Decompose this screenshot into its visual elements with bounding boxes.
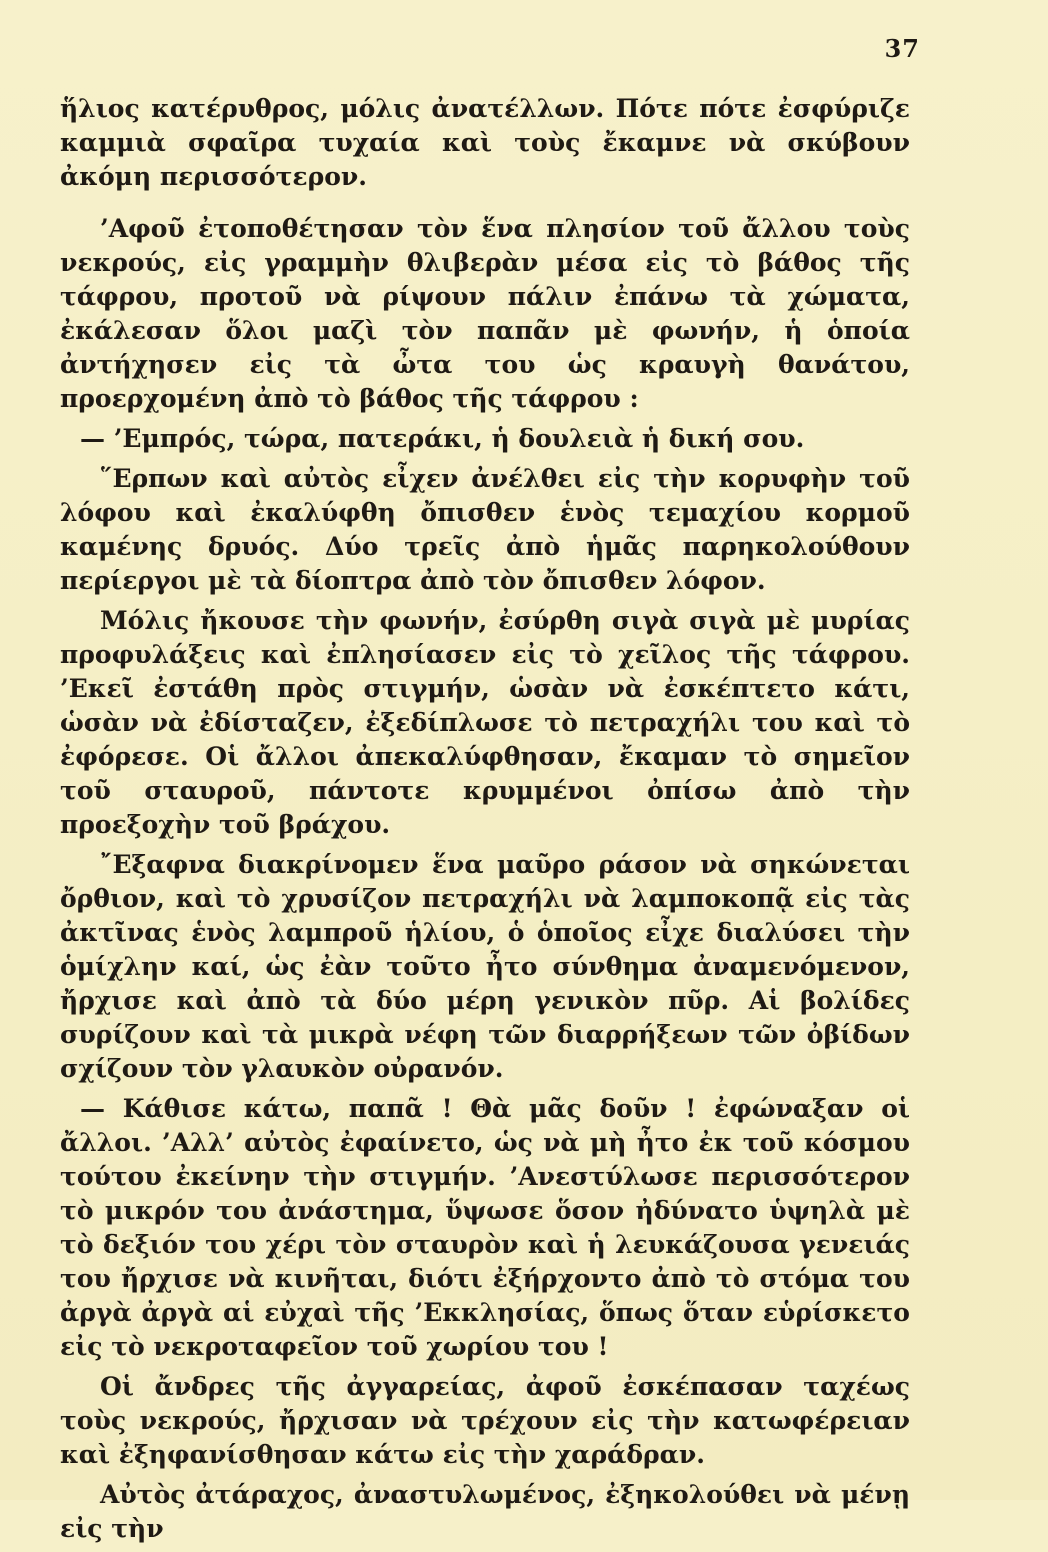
page-number: 37 — [884, 34, 920, 63]
paragraph-spacer — [60, 200, 910, 212]
paragraph-7: — Κάθισε κάτω, παπᾶ ! Θὰ μᾶς δοῦν ! ἐφώναξαν οἱ ἄλλοι. ’Αλλ’ αὐτὸς ἐφαίνετο, ὡς νὰ μὴ ἦτο ἐκ τοῦ κόσμου τούτου ἐκείνην τὴν στιγμήν. ’Ανεστύλωσε περισσότερον τὸ μικρόν του ἀνάστημα, ὕψωσε ὅσον ἠδύνατο ὑψηλὰ μὲ τὸ δεξιόν του χέρι τὸν σταυρὸν καὶ ἡ λευκάζουσα γενειάς του ἤρχισε νὰ κινῆται, διότι ἐξήρχοντο ἀπὸ τὸ στόμα του ἀργὰ ἀργὰ αἱ εὐχαὶ τῆς ’Εκκλησίας, ὅπως ὅταν εὑρίσκετο εἰς τὸ νεκροταφεῖον τοῦ χωρίου του ! — [60, 1094, 910, 1361]
paragraph-5: Μόλις ἤκουσε τὴν φωνήν, ἐσύρθη σιγὰ σιγὰ μὲ μυρίας προφυλάξεις καὶ ἐπλησίασεν εἰς τὸ χεῖλος τῆς τάφρου. ’Εκεῖ ἐστάθη πρὸς στιγμήν, ὡσὰν νὰ ἐσκέπτετο κάτι, ὡσὰν νὰ ἐδίσταζεν, ἐξεδίπλωσε τὸ πετραχήλι του καὶ τὸ ἐφόρεσε. Οἱ ἄλλοι ἀπεκαλύφθησαν, ἔκαμαν τὸ σημεῖον τοῦ σταυροῦ, πάντοτε κρυμμένοι ὀπίσω ἀπὸ τὴν προεξοχὴν τοῦ βράχου. — [60, 606, 910, 839]
paragraph-8: Οἱ ἄνδρες τῆς ἀγγαρείας, ἀφοῦ ἐσκέπασαν ταχέως τοὺς νεκρούς, ἤρχισαν νὰ τρέχουν εἰς τὴν κατωφέρειαν καὶ ἐξηφανίσθησαν κάτω εἰς τὴν χαράδραν. — [60, 1372, 910, 1469]
body-text — [60, 92, 910, 1552]
paragraph-4: ῞Ερπων καὶ αὐτὸς εἶχεν ἀνέλθει εἰς τὴν κορυφὴν τοῦ λόφου καὶ ἐκαλύφθη ὄπισθεν ἑνὸς τεμαχίου κορμοῦ καμένης δρυός. Δύο τρεῖς ἀπὸ ἡμᾶς παρηκολούθουν περίεργοι μὲ τὰ δίοπτρα ἀπὸ τὸν ὄπισθεν λόφον. — [60, 464, 910, 595]
paragraph-2: ’Αφοῦ ἐτοποθέτησαν τὸν ἕνα πλησίον τοῦ ἄλλου τοὺς νεκρούς, εἰς γραμμὴν θλιβερὰν μέσα εἰς τὸ βάθος τῆς τάφρου, προτοῦ νὰ ρίψουν πάλιν ἐπάνω τὰ χώματα, ἐκάλεσαν ὅλοι μαζὶ τὸν παπᾶν μὲ φωνήν, ἡ ὁποία ἀντήχησεν εἰς τὰ ὦτα του ὡς κραυγὴ θανάτου, προερχομένη ἀπὸ τὸ βάθος τῆς τάφρου : — [60, 214, 910, 413]
paragraph-9: Αὐτὸς ἀτάραχος, ἀναστυλωμένος, ἐξηκολούθει νὰ μένῃ εἰς τὴν — [60, 1480, 910, 1543]
paragraph-6: ῎Εξαφνα διακρίνομεν ἕνα μαῦρο ράσον νὰ σηκώνεται ὄρθιον, καὶ τὸ χρυσίζον πετραχήλι νὰ λαμποκοπᾷ εἰς τὰς ἀκτῖνας ἑνὸς λαμπροῦ ἡλίου, ὁ ὁποῖος εἶχε διαλύσει τὴν ὁμίχλην καί, ὡς ἐὰν τοῦτο ἦτο σύνθημα ἀναμενόμενον, ἤρχισε καὶ ἀπὸ τὰ δύο μέρη γενικὸν πῦρ. Αἱ βολίδες συρίζουν καὶ τὰ μικρὰ νέφη τῶν διαρρήξεων τῶν ὀβίδων σχίζουν τὸν γλαυκὸν οὐρανόν. — [60, 850, 910, 1083]
paragraph-1: ἥλιος κατέρυθρος, μόλις ἀνατέλλων. Πότε πότε ἐσφύριζε καμμιὰ σφαῖρα τυχαία καὶ τοὺς ἔκαμνε νὰ σκύβουν ἀκόμη περισσότερον. — [60, 94, 910, 191]
paragraph-3: — ’Εμπρός, τώρα, πατεράκι, ἡ δουλειὰ ἡ δική σου. — [80, 424, 805, 453]
